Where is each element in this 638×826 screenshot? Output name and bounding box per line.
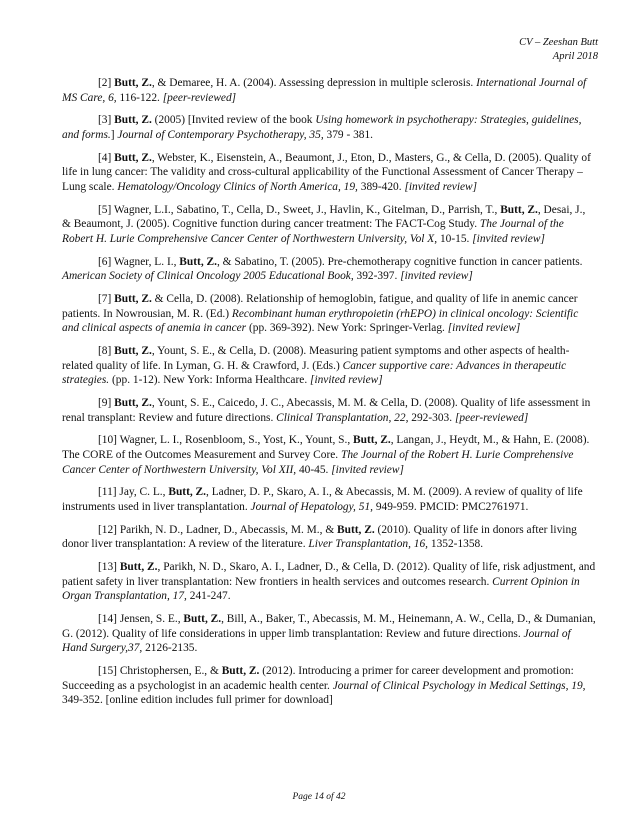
citation-text: , & Sabatino, T. (2005). Pre-chemotherapy cognitive function in cancer patients. — [216, 255, 583, 268]
publication-entry — [62, 292, 596, 336]
citation-text: , Langan, J., Heydt, M., & Hahn, E. (2008). The CORE of the Outcomes Measurement and Survey Core. — [62, 434, 590, 461]
citation-text: 349-352. — [62, 694, 103, 707]
citation-text: , Ladner, D. P., Skaro, A. I., & Abecassis, M. M. (2009). A review of quality of life instruments used in liver transplantation. — [62, 486, 583, 513]
header-author: CV – Zeeshan Butt — [519, 37, 598, 48]
author-highlight: Butt, Z. — [353, 434, 391, 447]
citation-text: [3] — [98, 114, 115, 127]
publication-entry — [62, 396, 596, 425]
citation-text: [15] Christophersen, E., & — [98, 665, 222, 678]
citation-text: 1352-1358. — [428, 538, 484, 551]
italic-citation-text: [invited review] — [331, 463, 404, 476]
italic-citation-text: [invited review] — [310, 374, 383, 387]
citation-text: , Webster, K., Eisenstein, A., Beaumont, J., Eton, D., Masters, G., & Cella, D. (2005). Quality of life in lung cancer: The validity and cross-cultural applicability of the Functional Assessment of Cancer Therapy – Lung scale. — [62, 151, 591, 193]
italic-citation-text: Clinical Transplantation, 22, — [276, 411, 409, 424]
italic-citation-text: [invited review] — [400, 270, 473, 283]
publication-entry — [62, 560, 596, 604]
italic-citation-text: Liver Transplantation, 16, — [308, 538, 429, 551]
citation-text: & Cella, D. (2008). Relationship of hemoglobin, fatigue, and quality of life in anemic cancer patients. In Nowrousian, M. R. (Ed.) — [62, 293, 578, 320]
page-number: Page 14 of 42 — [292, 792, 346, 802]
author-highlight: Butt, Z. — [500, 203, 538, 216]
italic-citation-text: Journal of Clinical Psychology in Medical Settings, 19, — [332, 679, 586, 692]
citation-text: , Desai, J., & Beaumont, J. (2005). Cognitive function during cancer treatment: The FACT-Cog Study. — [62, 203, 586, 231]
citation-text: 2126-2135. — [142, 642, 198, 655]
citation-text: [14] Jensen, S. E., — [98, 613, 184, 626]
publication-entry — [62, 76, 596, 105]
citation-text: [13] — [98, 561, 120, 574]
citation-text: [9] — [98, 397, 115, 409]
author-highlight: Butt, Z. — [114, 293, 152, 306]
citation-text: ] — [110, 128, 118, 141]
italic-citation-text: [peer-reviewed] — [454, 411, 529, 424]
citation-text: (pp. 369-392). New York: Springer-Verlag. — [246, 322, 448, 335]
italic-citation-text: Journal of Hepatology, 51, — [250, 500, 373, 513]
citation-text: , Yount, S. E., & Cella, D. (2008). Measuring patient symptoms and other aspects of health-related quality of life. In Lyman, G. H. & Crawford, J. (Eds.) — [62, 345, 570, 372]
publication-entry — [62, 344, 596, 388]
publication-entry — [62, 664, 596, 708]
author-highlight: Butt, Z. — [168, 486, 207, 499]
author-highlight: Butt, Z. — [114, 77, 152, 89]
citation-text: 40-45. — [296, 463, 332, 476]
author-highlight: Butt, Z. — [183, 613, 222, 626]
citation-text: 10-15. — [437, 232, 473, 245]
citation-text: 379 - 381. — [323, 128, 374, 141]
publication-entry — [62, 203, 596, 247]
citation-text: [10] Wagner, L. I., Rosenbloom, S., Yost, K., Yount, S., — [98, 434, 354, 447]
publication-entry — [62, 612, 596, 656]
italic-citation-text: [peer-reviewed] — [162, 91, 237, 104]
citation-text: 949-959. PMCID: PMC2761971. — [373, 500, 529, 513]
citation-text: , & Demaree, H. A. (2004). Assessing depression in multiple sclerosis. — [151, 77, 477, 89]
italic-citation-text: Recombinant human erythropoietin (rhEPO) in clinical oncology: Scientific and clinical aspects of anemia in cancer — [62, 307, 579, 335]
citation-text: [online edition includes full primer for download] — [102, 694, 333, 707]
citation-text: [6] Wagner, L. I., — [98, 255, 180, 268]
citation-text: (2010). Quality of life in donors after living donor liver transplantation: A review of the literature. — [62, 523, 577, 551]
italic-citation-text: Using homework in psychotherapy: Strategies, guidelines, and forms. — [62, 114, 582, 141]
author-highlight: Butt, Z. — [114, 345, 152, 358]
citation-text: 241-247. — [186, 590, 231, 603]
italic-citation-text: The Journal of the Robert H. Lurie Comprehensive Cancer Center of Northwestern University, Vol XII, — [62, 448, 574, 476]
author-highlight: Butt, Z. — [114, 114, 152, 127]
italic-citation-text: American Society of Clinical Oncology 2005 Educational Book, — [62, 270, 354, 283]
citation-text: [11] Jay, C. L., — [98, 486, 169, 499]
citation-text: , Bill, A., Baker, T., Abecassis, M. M., Heinemann, A. W., Cella, D., & Dumanian, G. (2012). Quality of life considerations in upper limb transplantation: Review and future directions. — [62, 613, 596, 640]
author-highlight: Butt, Z. — [114, 151, 152, 164]
italic-citation-text: [invited review] — [472, 232, 545, 245]
italic-citation-text: Cancer supportive care: Advances in therapeutic strategies. — [62, 359, 567, 387]
author-highlight: Butt, Z. — [119, 561, 158, 574]
italic-citation-text: [invited review] — [447, 322, 521, 335]
citation-text: (pp. 1-12). New York: Informa Healthcare. — [109, 374, 311, 387]
italic-citation-text: Journal of Contemporary Psychotherapy, 35, — [117, 128, 324, 141]
italic-citation-text: Hematology/Oncology Clinics of North America, 19, — [117, 180, 358, 193]
italic-citation-text: International Journal of MS Care, 6, — [62, 77, 587, 104]
publication-entry — [62, 255, 596, 284]
citation-text: [8] — [98, 345, 115, 358]
italic-citation-text: Journal of Hand Surgery,37, — [62, 627, 571, 655]
running-header — [519, 36, 598, 64]
author-highlight: Butt, Z. — [221, 665, 260, 678]
publication-entry — [62, 113, 596, 142]
author-highlight: Butt, Z. — [337, 523, 375, 536]
citation-text: [12] Parikh, N. D., Ladner, D., Abecassis, M. M., & — [98, 523, 338, 536]
citation-text: 392-397. — [353, 270, 401, 283]
publication-entry — [62, 433, 596, 477]
publication-entry — [62, 523, 596, 552]
citation-text: 292-303. — [408, 411, 455, 424]
citation-text: [5] Wagner, L.I., Sabatino, T., Cella, D., Sweet, J., Havlin, K., Gitelman, D., Parrish, T., — [98, 203, 501, 216]
citation-text: , Parikh, N. D., Skaro, A. I., Ladner, D., & Cella, D. (2012). Quality of life, risk adjustment, and patient safety in liver transplantation: New frontiers in health services and outcomes research. — [62, 561, 596, 588]
citation-text: (2005) [Invited review of the book — [151, 114, 316, 127]
citation-text: 116-122. — [116, 91, 163, 104]
author-highlight: Butt, Z. — [114, 397, 152, 409]
author-highlight: Butt, Z. — [179, 255, 217, 268]
italic-citation-text: [invited review] — [404, 180, 478, 193]
italic-citation-text: Current Opinion in Organ Transplantation, 17, — [62, 575, 580, 603]
publication-entry — [62, 485, 596, 514]
citation-text: 389-420. — [357, 180, 405, 193]
citation-text: (2012). Introducing a primer for career development and promotion: Succeeding as a psychologist in an academic health center. — [62, 665, 574, 692]
citation-text: [7] — [98, 293, 115, 306]
citation-text: , Yount, S. E., Caicedo, J. C., Abecassis, M. M. & Cella, D. (2008). Quality of life assessment in renal transplant: Review and future directions. — [62, 397, 591, 424]
header-date: April 2018 — [552, 51, 598, 62]
publication-list — [62, 76, 596, 708]
italic-citation-text: The Journal of the Robert H. Lurie Comprehensive Cancer Center of Northwestern University, Vol X, — [62, 218, 564, 245]
citation-text: [2] — [98, 77, 115, 89]
citation-text: [4] — [98, 151, 115, 164]
publication-entry — [62, 151, 596, 195]
